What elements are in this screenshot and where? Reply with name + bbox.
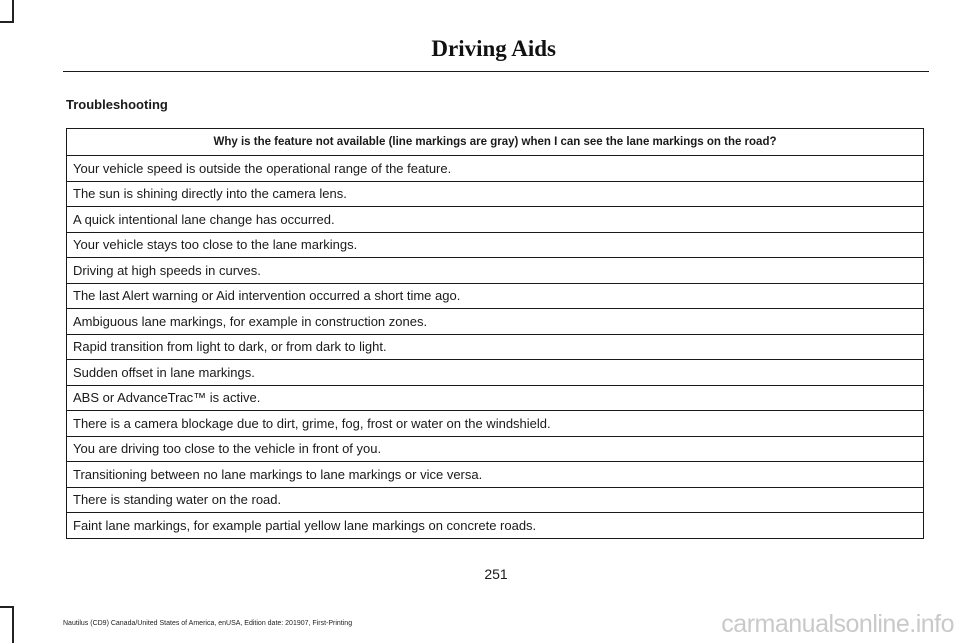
table-row	[67, 181, 924, 207]
crop-mark-top-left-h	[0, 21, 14, 23]
table-cell: You are driving too close to the vehicle in front of you.	[67, 436, 924, 462]
table-cell: Your vehicle speed is outside the operational range of the feature.	[67, 156, 924, 182]
table-row	[67, 462, 924, 488]
table-row	[67, 207, 924, 233]
table-row	[67, 283, 924, 309]
table-cell: The last Alert warning or Aid intervention occurred a short time ago.	[67, 283, 924, 309]
table-row	[67, 411, 924, 437]
table-row	[67, 258, 924, 284]
crop-mark-top-left-v	[12, 0, 14, 22]
table-row	[67, 334, 924, 360]
table-cell: Transitioning between no lane markings to lane markings or vice versa.	[67, 462, 924, 488]
table-header-row	[67, 129, 924, 156]
header-rule	[63, 71, 929, 72]
table-row	[67, 385, 924, 411]
table-cell: ABS or AdvanceTrac™ is active.	[67, 385, 924, 411]
table-row	[67, 232, 924, 258]
table-row	[67, 360, 924, 386]
table-cell: Sudden offset in lane markings.	[67, 360, 924, 386]
table-row	[67, 309, 924, 335]
footer-edition-text: Nautilus (CD9) Canada/United States of America, enUSA, Edition date: 201907, First-Printing	[63, 620, 353, 627]
table-cell: Driving at high speeds in curves.	[67, 258, 924, 284]
table-row	[67, 487, 924, 513]
table-cell: There is a camera blockage due to dirt, grime, fog, frost or water on the windshield.	[67, 411, 924, 437]
table-header-cell: Why is the feature not available (line markings are gray) when I can see the lane markings on the road?	[67, 129, 924, 156]
table-cell: A quick intentional lane change has occurred.	[67, 207, 924, 233]
troubleshooting-table	[66, 128, 924, 539]
section-title: Troubleshooting	[66, 97, 168, 112]
crop-mark-bottom-left-h	[0, 606, 14, 608]
page-number: 251	[484, 566, 508, 582]
page-header-title: Driving Aids	[431, 36, 556, 61]
table-row	[67, 513, 924, 539]
table-cell: Your vehicle stays too close to the lane markings.	[67, 232, 924, 258]
table-cell: Rapid transition from light to dark, or from dark to light.	[67, 334, 924, 360]
table-cell: There is standing water on the road.	[67, 487, 924, 513]
table-cell: Faint lane markings, for example partial yellow lane markings on concrete roads.	[67, 513, 924, 539]
watermark: carmanualsonline.info	[721, 610, 954, 638]
table-row	[67, 436, 924, 462]
table-cell: The sun is shining directly into the camera lens.	[67, 181, 924, 207]
table-row	[67, 156, 924, 182]
crop-mark-bottom-left-v	[12, 606, 14, 643]
table-cell: Ambiguous lane markings, for example in construction zones.	[67, 309, 924, 335]
